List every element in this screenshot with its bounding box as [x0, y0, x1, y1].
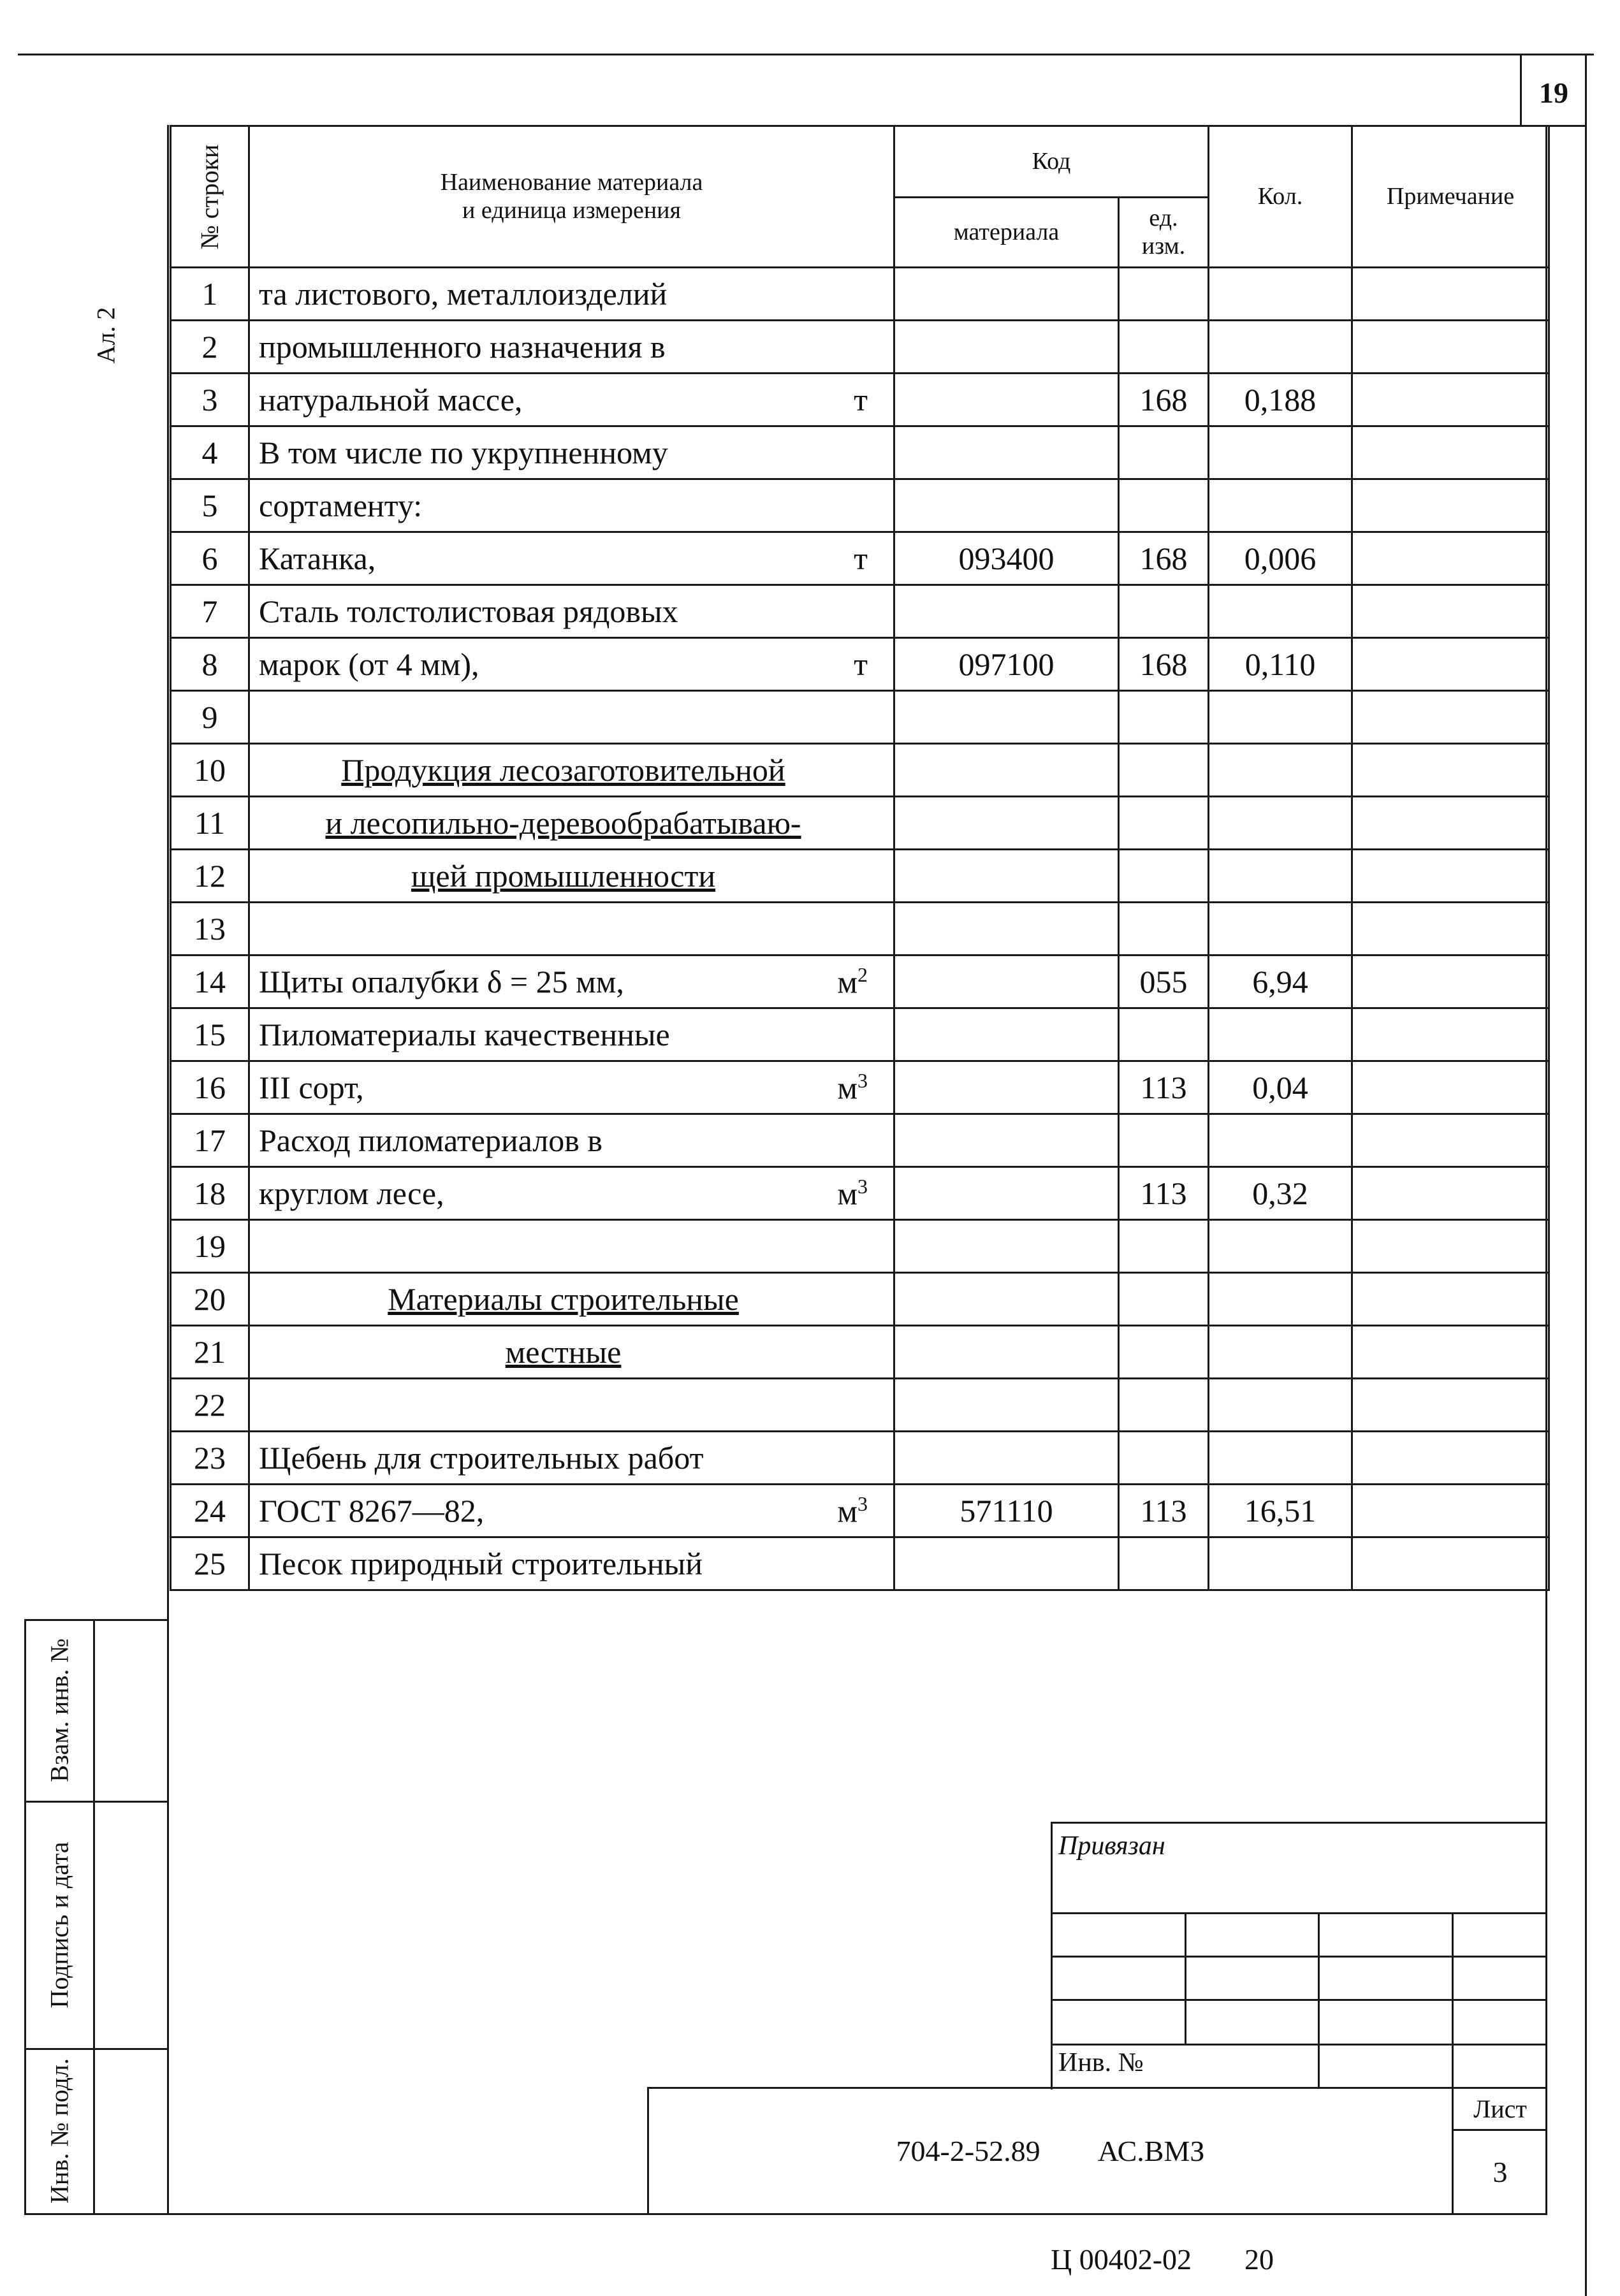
- material-name-cell: [249, 321, 894, 374]
- row-number: 12: [171, 850, 249, 903]
- material-code: [894, 1008, 1119, 1061]
- quantity: [1209, 903, 1352, 955]
- material-name: III сорт,: [259, 1070, 364, 1105]
- title-grid-h2: [1051, 1956, 1547, 1958]
- row-number: 24: [171, 1485, 249, 1537]
- inner-frame-bottom-line: [167, 2213, 1547, 2215]
- unit-symbol-base: м: [837, 1493, 857, 1529]
- unit-code: [1119, 426, 1209, 479]
- quantity: [1209, 1432, 1352, 1485]
- sheet-label: Лист: [1473, 2094, 1527, 2123]
- row-number: 7: [171, 585, 249, 638]
- note-cell: [1352, 850, 1549, 903]
- row-number: 17: [171, 1114, 249, 1167]
- unit-code: 113: [1119, 1485, 1209, 1537]
- table-row: [171, 426, 1549, 479]
- note-cell: [1352, 479, 1549, 532]
- note-cell: [1352, 1432, 1549, 1485]
- materials-table: [170, 125, 1550, 1591]
- quantity: [1209, 1379, 1352, 1432]
- table-row: [171, 691, 1549, 744]
- material-name-cell: [249, 1379, 894, 1432]
- table-row: [171, 1432, 1549, 1485]
- table-row: [171, 955, 1549, 1008]
- quantity: 0,04: [1209, 1061, 1352, 1114]
- unit-symbol-base: м: [837, 1070, 857, 1106]
- row-number: 14: [171, 955, 249, 1008]
- unit-code: [1119, 1537, 1209, 1590]
- title-block-top: [1051, 1822, 1547, 1824]
- material-code: [894, 321, 1119, 374]
- unit-symbol: [837, 1492, 868, 1530]
- unit-symbol-base: м: [837, 1175, 857, 1212]
- note-cell: [1352, 1273, 1549, 1326]
- unit-code: 113: [1119, 1061, 1209, 1114]
- unit-symbol-base: м: [837, 964, 857, 1000]
- quantity: 16,51: [1209, 1485, 1352, 1537]
- quantity: 6,94: [1209, 955, 1352, 1008]
- material-name-cell: [249, 1008, 894, 1061]
- table-row: [171, 374, 1549, 426]
- note-cell: [1352, 1061, 1549, 1114]
- unit-code: [1119, 1273, 1209, 1326]
- row-number: 5: [171, 479, 249, 532]
- note-cell: [1352, 268, 1549, 321]
- unit-code: 168: [1119, 374, 1209, 426]
- inv-no-label: Инв. №: [1058, 2048, 1144, 2077]
- note-cell: [1352, 1008, 1549, 1061]
- header-name: Наименование материала и единица измерения: [249, 126, 894, 268]
- title-grid-v2: [1318, 1912, 1320, 2088]
- material-name-cell: [249, 585, 894, 638]
- quantity: [1209, 797, 1352, 850]
- table-row: [171, 638, 1549, 691]
- unit-code: [1119, 1379, 1209, 1432]
- quantity: [1209, 1537, 1352, 1590]
- table-body: [171, 268, 1549, 1590]
- material-name: промышленного назначения в: [259, 329, 666, 365]
- unit-code: [1119, 744, 1209, 797]
- note-cell: [1352, 1114, 1549, 1167]
- material-code: [894, 374, 1119, 426]
- material-name: Щиты опалубки δ = 25 мм,: [259, 964, 624, 999]
- material-name: Катанка,: [259, 541, 376, 576]
- unit-symbol: [837, 1175, 868, 1212]
- row-number: 25: [171, 1537, 249, 1590]
- row-number: 22: [171, 1379, 249, 1432]
- table-row: [171, 1537, 1549, 1590]
- unit-symbol-power: 3: [857, 1492, 868, 1515]
- material-name-cell: [249, 1485, 894, 1537]
- material-name-cell: [249, 1432, 894, 1485]
- material-code: [894, 1537, 1119, 1590]
- unit-code: 168: [1119, 638, 1209, 691]
- material-name-cell: [249, 479, 894, 532]
- material-name: Сталь толстолистовая рядовых: [259, 593, 678, 629]
- note-cell: [1352, 585, 1549, 638]
- footer-number: 20: [1244, 2243, 1274, 2276]
- material-name-cell: [249, 1326, 894, 1379]
- table-row: [171, 797, 1549, 850]
- stamp-inv-podl: Инв. № подл.: [45, 2058, 74, 2204]
- table-row: [171, 850, 1549, 903]
- unit-code: [1119, 797, 1209, 850]
- section-heading: Материалы строительные: [388, 1281, 739, 1317]
- material-code: [894, 955, 1119, 1008]
- unit-code: [1119, 321, 1209, 374]
- unit-symbol-power: 2: [857, 963, 868, 986]
- note-cell: [1352, 1326, 1549, 1379]
- material-name-cell: [249, 374, 894, 426]
- unit-code: 168: [1119, 532, 1209, 585]
- material-name-cell: [249, 532, 894, 585]
- unit-code: [1119, 479, 1209, 532]
- material-code: [894, 850, 1119, 903]
- note-cell: [1352, 638, 1549, 691]
- unit-symbol-power: 3: [857, 1068, 868, 1092]
- quantity: [1209, 321, 1352, 374]
- note-cell: [1352, 1220, 1549, 1273]
- material-name: марок (от 4 мм),: [259, 646, 479, 682]
- material-code: [894, 426, 1119, 479]
- doc-mark: АС.ВМЗ: [1097, 2135, 1205, 2167]
- table-row: [171, 1273, 1549, 1326]
- note-cell: [1352, 903, 1549, 955]
- row-number: 21: [171, 1326, 249, 1379]
- title-main-left: [647, 2087, 649, 2214]
- quantity: 0,32: [1209, 1167, 1352, 1220]
- stamp-col-divider: [93, 1619, 95, 2214]
- header-qty: Кол.: [1209, 126, 1352, 268]
- table-row: [171, 1114, 1549, 1167]
- unit-symbol-base: т: [854, 382, 868, 418]
- quantity: [1209, 1273, 1352, 1326]
- header-unit-code: ед. изм.: [1119, 198, 1209, 268]
- right-frame-line: [1585, 54, 1587, 2296]
- unit-code: [1119, 1432, 1209, 1485]
- footer-code: Ц 00402-02: [1051, 2243, 1192, 2276]
- unit-code: [1119, 1114, 1209, 1167]
- material-name-cell: [249, 744, 894, 797]
- material-code: [894, 903, 1119, 955]
- material-code: [894, 1326, 1119, 1379]
- page-number: 19: [1539, 76, 1568, 109]
- material-code: [894, 479, 1119, 532]
- note-cell: [1352, 744, 1549, 797]
- unit-symbol: [854, 540, 868, 577]
- material-name-cell: [249, 426, 894, 479]
- material-name-cell: [249, 268, 894, 321]
- material-name-cell: [249, 1167, 894, 1220]
- material-name-cell: [249, 1114, 894, 1167]
- quantity: [1209, 1220, 1352, 1273]
- title-grid-h1: [1051, 1912, 1547, 1914]
- material-code: 093400: [894, 532, 1119, 585]
- material-name-cell: [249, 850, 894, 903]
- stamp-divider-2: [24, 2048, 169, 2050]
- material-name: натуральной массе,: [259, 382, 523, 418]
- row-number: 10: [171, 744, 249, 797]
- material-name: Пиломатериалы качественные: [259, 1017, 670, 1052]
- material-code: [894, 797, 1119, 850]
- note-cell: [1352, 374, 1549, 426]
- table-row: [171, 532, 1549, 585]
- material-code: 097100: [894, 638, 1119, 691]
- material-name: Расход пиломатериалов в: [259, 1123, 602, 1158]
- quantity: [1209, 850, 1352, 903]
- row-number: 1: [171, 268, 249, 321]
- quantity: [1209, 1326, 1352, 1379]
- quantity: [1209, 1114, 1352, 1167]
- note-cell: [1352, 321, 1549, 374]
- quantity: 0,110: [1209, 638, 1352, 691]
- header-material-code: материала: [894, 198, 1119, 268]
- row-number: 6: [171, 532, 249, 585]
- row-number: 4: [171, 426, 249, 479]
- unit-symbol-power: 3: [857, 1174, 868, 1198]
- title-grid-h3: [1051, 1999, 1547, 2001]
- material-name-cell: [249, 1273, 894, 1326]
- unit-symbol-base: т: [854, 646, 868, 682]
- material-name: сортаменту:: [259, 488, 423, 523]
- top-border-line: [18, 54, 1594, 55]
- section-heading: местные: [505, 1334, 622, 1370]
- quantity: [1209, 268, 1352, 321]
- unit-code: [1119, 268, 1209, 321]
- unit-code: [1119, 1220, 1209, 1273]
- table-row: [171, 1379, 1549, 1432]
- note-cell: [1352, 1167, 1549, 1220]
- material-code: [894, 1220, 1119, 1273]
- unit-symbol: [854, 381, 868, 418]
- unit-code: [1119, 903, 1209, 955]
- quantity: 0,006: [1209, 532, 1352, 585]
- table-row: [171, 1326, 1549, 1379]
- material-code: [894, 585, 1119, 638]
- row-number: 23: [171, 1432, 249, 1485]
- sheet-number: 3: [1492, 2155, 1508, 2188]
- table-row: [171, 479, 1549, 532]
- table-row: [171, 321, 1549, 374]
- table-row: [171, 268, 1549, 321]
- note-cell: [1352, 1537, 1549, 1590]
- table-row: [171, 903, 1549, 955]
- quantity: [1209, 479, 1352, 532]
- material-code: [894, 691, 1119, 744]
- material-code: [894, 1273, 1119, 1326]
- table-row: [171, 1220, 1549, 1273]
- unit-code: [1119, 1326, 1209, 1379]
- note-cell: [1352, 426, 1549, 479]
- side-label: Ал. 2: [91, 307, 120, 364]
- material-name-cell: [249, 1061, 894, 1114]
- note-cell: [1352, 532, 1549, 585]
- row-number: 20: [171, 1273, 249, 1326]
- material-code: [894, 1432, 1119, 1485]
- quantity: [1209, 691, 1352, 744]
- stamp-bottom: [24, 2213, 169, 2215]
- material-name: ГОСТ 8267—82,: [259, 1493, 485, 1529]
- header-row-no: № строки: [171, 126, 249, 268]
- section-heading: щей промышленности: [411, 858, 716, 894]
- row-number: 8: [171, 638, 249, 691]
- material-name-cell: [249, 955, 894, 1008]
- header-code-group: Код: [894, 126, 1209, 198]
- unit-code: [1119, 850, 1209, 903]
- material-code: [894, 744, 1119, 797]
- title-grid-v1: [1185, 1912, 1186, 2044]
- note-cell: [1352, 797, 1549, 850]
- stamp-top: [24, 1619, 169, 1621]
- row-number: 3: [171, 374, 249, 426]
- material-name-cell: [249, 1220, 894, 1273]
- material-name-cell: [249, 903, 894, 955]
- row-number: 9: [171, 691, 249, 744]
- material-code: [894, 1114, 1119, 1167]
- material-name: та листового, металлоизделий: [259, 276, 668, 312]
- row-number: 15: [171, 1008, 249, 1061]
- note-cell: [1352, 1379, 1549, 1432]
- table-row: [171, 1008, 1549, 1061]
- section-heading: Продукция лесозаготовительной: [341, 752, 785, 788]
- note-cell: [1352, 955, 1549, 1008]
- row-number: 19: [171, 1220, 249, 1273]
- material-code: [894, 1167, 1119, 1220]
- inner-frame-left-line: [167, 125, 169, 2214]
- quantity: 0,188: [1209, 374, 1352, 426]
- row-number: 13: [171, 903, 249, 955]
- unit-code: [1119, 585, 1209, 638]
- material-code: 571110: [894, 1485, 1119, 1537]
- material-name: Щебень для строительных работ: [259, 1440, 704, 1476]
- quantity: [1209, 426, 1352, 479]
- unit-code: 055: [1119, 955, 1209, 1008]
- quantity: [1209, 1008, 1352, 1061]
- header-note: Примечание: [1352, 126, 1549, 268]
- note-cell: [1352, 1485, 1549, 1537]
- material-name: Песок природный строительный: [259, 1546, 703, 1581]
- row-number: 18: [171, 1167, 249, 1220]
- unit-symbol: [837, 963, 868, 1001]
- section-heading: и лесопильно-деревообрабатываю-: [325, 805, 801, 841]
- material-name: В том числе по укрупненному: [259, 435, 668, 470]
- privyazan-label: Привязан: [1058, 1831, 1165, 1861]
- title-grid-h4: [1051, 2044, 1547, 2045]
- table-row: [171, 1061, 1549, 1114]
- row-number: 2: [171, 321, 249, 374]
- quantity: [1209, 585, 1352, 638]
- unit-symbol: [837, 1069, 868, 1107]
- material-name-cell: [249, 638, 894, 691]
- stamp-outer-left: [24, 1619, 26, 2214]
- material-name-cell: [249, 1537, 894, 1590]
- row-number: 16: [171, 1061, 249, 1114]
- table-row: [171, 744, 1549, 797]
- unit-symbol-base: т: [854, 541, 868, 576]
- quantity: [1209, 744, 1352, 797]
- table-row: [171, 1485, 1549, 1537]
- stamp-podpis-data: Подпись и дата: [45, 1842, 74, 2009]
- unit-code: [1119, 1008, 1209, 1061]
- material-name-cell: [249, 797, 894, 850]
- table-row: [171, 1167, 1549, 1220]
- stamp-divider-1: [24, 1801, 169, 1803]
- material-name-cell: [249, 691, 894, 744]
- material-name: круглом лесе,: [259, 1175, 444, 1211]
- row-number: 11: [171, 797, 249, 850]
- table-row: [171, 585, 1549, 638]
- unit-code: [1119, 691, 1209, 744]
- material-code: [894, 1061, 1119, 1114]
- doc-code: 704-2-52.89: [896, 2135, 1040, 2167]
- document-code: [650, 2089, 1450, 2213]
- unit-symbol: [854, 646, 868, 683]
- material-code: [894, 268, 1119, 321]
- stamp-vzam-inv: Взам. инв. №: [45, 1638, 74, 1782]
- unit-code: 113: [1119, 1167, 1209, 1220]
- material-code: [894, 1379, 1119, 1432]
- note-cell: [1352, 691, 1549, 744]
